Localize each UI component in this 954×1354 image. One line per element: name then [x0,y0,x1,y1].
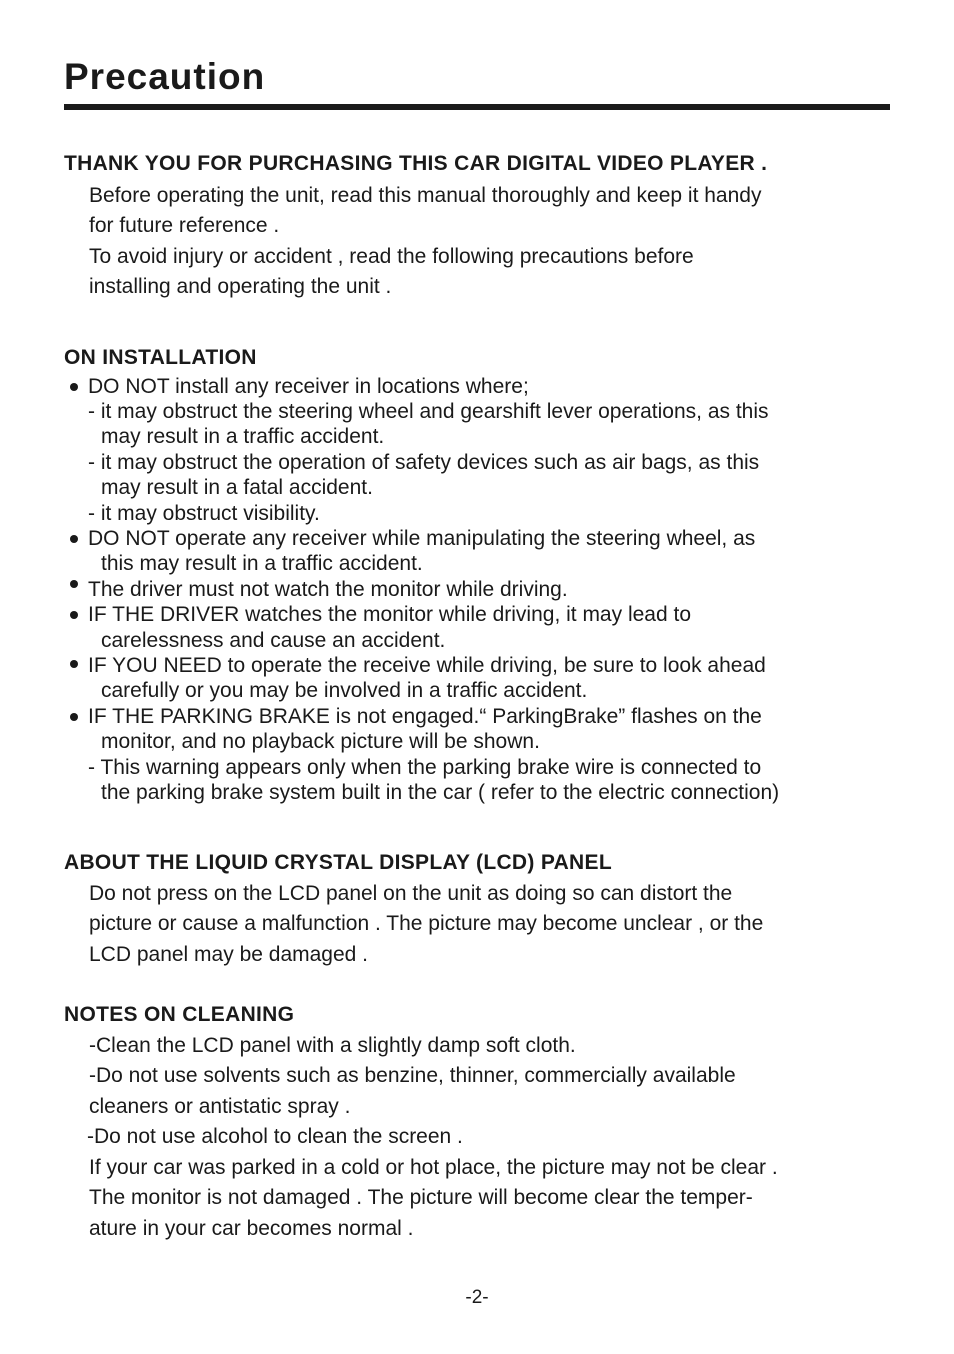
page-number: -2- [465,1287,489,1308]
paragraph-line: LCD panel may be damaged . [89,943,368,966]
list-item-cont: carefully or you may be involved in a traffic accident. [101,679,588,702]
paragraph-line: Do not press on the LCD panel on the unit as doing so can distort the [89,882,733,905]
paragraph-line: -Clean the LCD panel with a slightly damp soft cloth. [89,1034,576,1057]
list-item-cont: this may result in a traffic accident. [101,552,423,575]
paragraph-line: picture or cause a malfunction . The picture may become unclear , or the [89,912,764,935]
paragraph-line: To avoid injury or accident , read the following precautions before [89,245,694,268]
title-rule [64,104,890,110]
list-item: DO NOT install any receiver in locations where; [88,375,529,398]
list-item-cont: carelessness and cause an accident. [101,629,446,652]
paragraph-line: installing and operating the unit . [89,275,392,298]
list-item: The driver must not watch the monitor while driving. [88,578,568,601]
list-subitem-cont: may result in a traffic accident. [101,425,385,448]
paragraph-line: The monitor is not damaged . The picture will become clear the temper- [89,1186,753,1209]
list-subitem: - it may obstruct the steering wheel and gearshift lever operations, as this [88,400,769,423]
bullet-icon [70,383,78,391]
list-item: IF THE PARKING BRAKE is not engaged.“ ParkingBrake” flashes on the [88,705,762,728]
list-item: IF THE DRIVER watches the monitor while driving, it may lead to [88,603,692,626]
list-subitem: - it may obstruct visibility. [88,502,320,525]
cleaning-heading: NOTES ON CLEANING [64,1003,295,1026]
paragraph-line: If your car was parked in a cold or hot place, the picture may not be clear . [89,1156,778,1179]
list-subitem-cont: may result in a fatal accident. [101,476,373,499]
list-item-cont: monitor, and no playback picture will be shown. [101,730,540,753]
paragraph-line: cleaners or antistatic spray . [89,1095,351,1118]
paragraph-line: -Do not use solvents such as benzine, thinner, commercially available [89,1064,736,1087]
page-title: Precaution [64,56,266,97]
bullet-icon [70,535,78,543]
bullet-icon [70,660,78,668]
paragraph-line: Before operating the unit, read this manual thoroughly and keep it handy [89,184,762,207]
intro-heading: THANK YOU FOR PURCHASING THIS CAR DIGITAL VIDEO PLAYER . [64,152,768,175]
paragraph-line: -Do not use alcohol to clean the screen . [87,1125,463,1148]
list-item: DO NOT operate any receiver while manipulating the steering wheel, as [88,527,756,550]
paragraph-line: ature in your car becomes normal . [89,1217,414,1240]
bullet-icon [70,611,78,619]
bullet-icon [70,713,78,721]
list-item: IF YOU NEED to operate the receive while driving, be sure to look ahead [88,654,766,677]
paragraph-line: for future reference . [89,214,280,237]
list-subitem: - it may obstruct the operation of safety devices such as air bags, as this [88,451,760,474]
list-subitem-cont: the parking brake system built in the car ( refer to the electric connection) [101,781,780,804]
list-subitem: - This warning appears only when the parking brake wire is connected to [88,756,762,779]
installation-heading: ON INSTALLATION [64,346,257,369]
bullet-icon [70,580,78,588]
lcd-heading: ABOUT THE LIQUID CRYSTAL DISPLAY (LCD) PANEL [64,851,612,874]
